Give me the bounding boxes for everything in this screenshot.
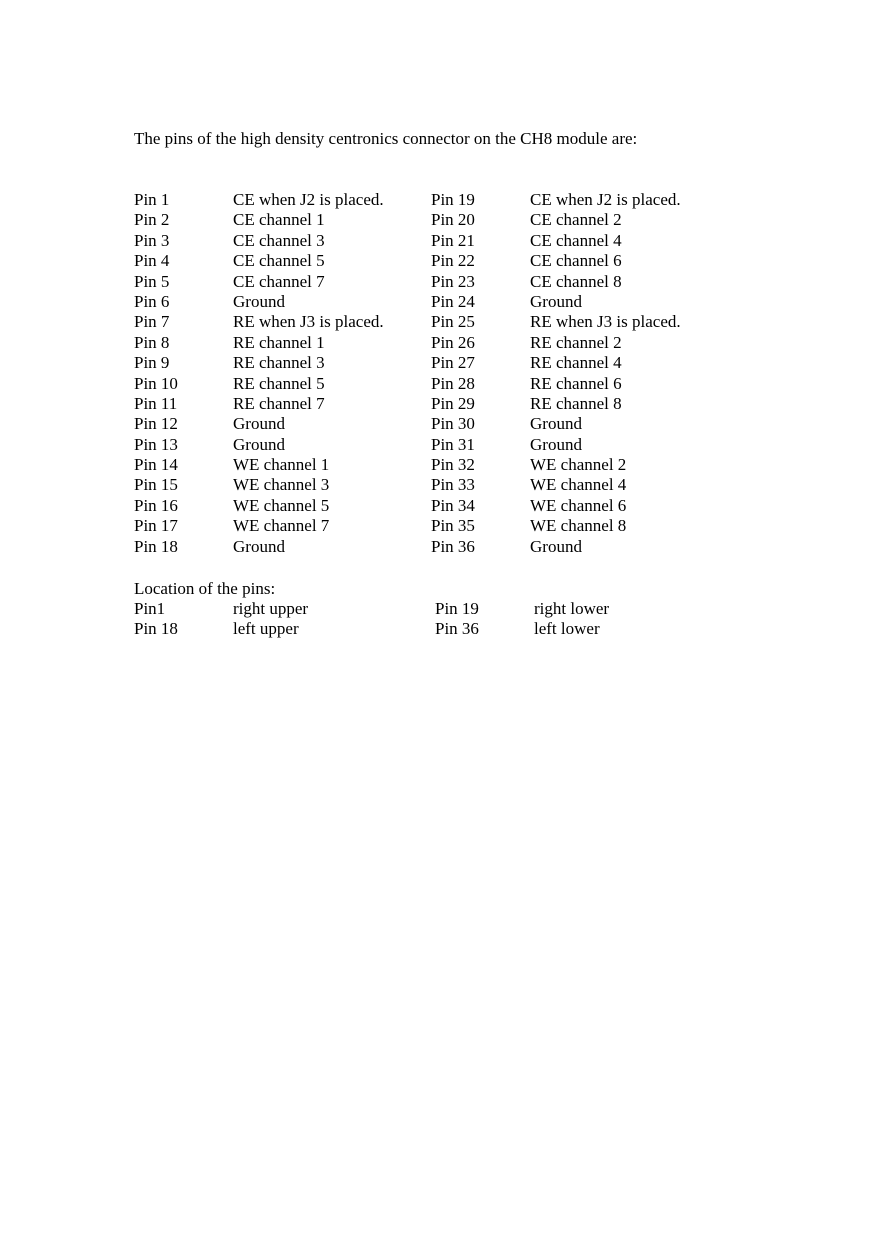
pin-label: Pin 7 — [134, 312, 170, 332]
pin-label: Pin 14 — [134, 455, 178, 475]
pin-description: right lower — [534, 599, 610, 618]
pin-label: Pin 11 — [134, 393, 178, 413]
pin-description: Ground — [530, 291, 582, 311]
pin-label: Pin 10 — [134, 373, 178, 393]
pin-description: CE when J2 is placed. — [233, 190, 384, 209]
pin-label: Pin 24 — [431, 291, 475, 311]
pin-description: WE channel 3 — [233, 475, 330, 495]
pin-description: WE channel 4 — [530, 475, 627, 495]
pin-label: Pin 29 — [431, 393, 475, 413]
pin-description: Ground — [233, 434, 285, 454]
pin-label: Pin 30 — [431, 414, 475, 434]
pin-label: Pin 36 — [431, 536, 475, 556]
pin-description: CE channel 3 — [233, 230, 325, 250]
intro-paragraph: The pins of the high density centronics connector on the CH8 module are: — [134, 129, 638, 148]
pin-label: Pin 36 — [435, 619, 479, 639]
pin-description: WE channel 2 — [530, 455, 627, 475]
pin-description: RE when J3 is placed. — [530, 312, 681, 332]
pin-label: Pin 13 — [134, 434, 178, 454]
pin-label: Pin 26 — [431, 332, 475, 352]
pin-description: WE channel 1 — [233, 455, 330, 475]
pin-label: Pin 19 — [431, 190, 475, 209]
pin-label: Pin 32 — [431, 455, 475, 475]
pin-description: RE channel 6 — [530, 373, 622, 393]
pin-description: right upper — [233, 599, 309, 618]
pin-description: WE channel 8 — [530, 516, 627, 536]
pin-description: Ground — [233, 414, 285, 434]
pin-label: Pin 33 — [431, 475, 475, 495]
pin-label: Pin 18 — [134, 619, 178, 639]
pin-description: Ground — [233, 291, 285, 311]
pin-description: WE channel 5 — [233, 495, 330, 515]
pin-description: Ground — [530, 414, 582, 434]
pin-label: Pin 27 — [431, 353, 475, 373]
pin-label: Pin 5 — [134, 271, 170, 291]
pin-description: left upper — [233, 619, 299, 639]
pin-label: Pin 18 — [134, 536, 178, 556]
pin-label: Pin 9 — [134, 353, 170, 373]
pin-description: RE channel 7 — [233, 393, 325, 413]
pin-label: Pin 28 — [431, 373, 475, 393]
pin-label: Pin 16 — [134, 495, 178, 515]
pin-label: Pin 17 — [134, 516, 178, 536]
pin-label: Pin 8 — [134, 332, 170, 352]
pin-description: Ground — [233, 536, 285, 556]
pin-description: RE channel 4 — [530, 353, 622, 373]
pin-description: CE channel 2 — [530, 210, 622, 230]
pin-label: Pin 25 — [431, 312, 475, 332]
pin-label: Pin 20 — [431, 210, 475, 230]
pin-label: Pin 35 — [431, 516, 475, 536]
location-heading: Location of the pins: — [134, 579, 276, 598]
pin-description: RE channel 2 — [530, 332, 622, 352]
pin-label: Pin 4 — [134, 251, 170, 271]
pin-label: Pin 21 — [431, 230, 475, 250]
pin-description: Ground — [530, 536, 582, 556]
pin-label: Pin 1 — [134, 190, 170, 209]
pin-description: RE channel 1 — [233, 332, 325, 352]
pin-description: CE when J2 is placed. — [530, 190, 681, 209]
pin-description: WE channel 6 — [530, 495, 627, 515]
pin-label: Pin 3 — [134, 230, 170, 250]
pin-description: left lower — [534, 619, 600, 639]
pin-description: RE channel 8 — [530, 393, 622, 413]
pin-label: Pin 15 — [134, 475, 178, 495]
pin-description: WE channel 7 — [233, 516, 330, 536]
pin-description: RE channel 3 — [233, 353, 325, 373]
pin-description: RE channel 5 — [233, 373, 325, 393]
pin-label: Pin 6 — [134, 291, 170, 311]
pin-label: Pin 2 — [134, 210, 170, 230]
pin-description: CE channel 5 — [233, 251, 325, 271]
pin-label: Pin 23 — [431, 271, 475, 291]
pin-label: Pin 22 — [431, 251, 475, 271]
pin-description: CE channel 1 — [233, 210, 325, 230]
pin-description: CE channel 7 — [233, 271, 325, 291]
pin-label: Pin 31 — [431, 434, 475, 454]
pin-description: Ground — [530, 434, 582, 454]
pin-label: Pin 19 — [435, 599, 479, 618]
pin-label: Pin 34 — [431, 495, 475, 515]
pin-description: RE when J3 is placed. — [233, 312, 384, 332]
pin-label: Pin 12 — [134, 414, 178, 434]
pin-label: Pin1 — [134, 599, 166, 618]
pin-description: CE channel 6 — [530, 251, 622, 271]
pin-description: CE channel 8 — [530, 271, 622, 291]
pin-description: CE channel 4 — [530, 230, 622, 250]
